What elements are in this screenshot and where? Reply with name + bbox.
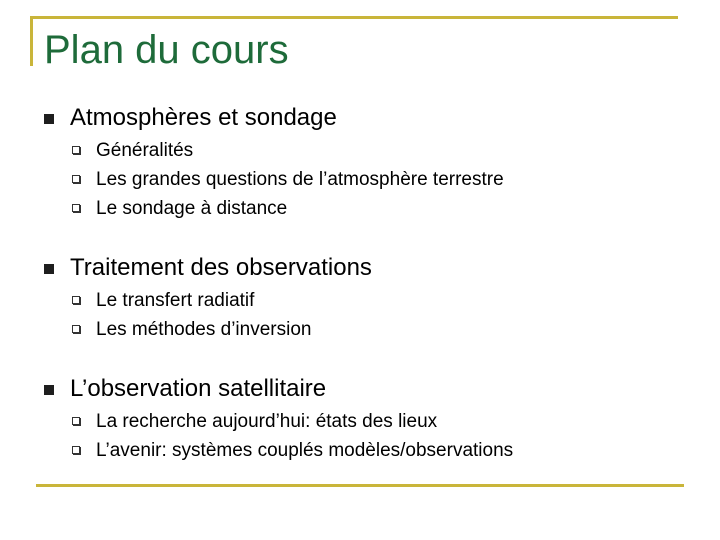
section-item xyxy=(44,315,684,344)
section-item-text: Les grandes questions de l’atmosphère terrestre xyxy=(96,169,504,190)
section-item-text: Le sondage à distance xyxy=(96,198,288,219)
section-item-text: Généralités xyxy=(96,140,194,161)
checkbox-bullet-icon xyxy=(72,296,80,304)
section-item xyxy=(44,165,684,194)
frame-left-rule xyxy=(30,16,33,66)
checkbox-bullet-icon xyxy=(72,146,80,154)
section-heading-text: Traitement des observations xyxy=(70,254,372,281)
checkbox-bullet-icon xyxy=(72,204,80,212)
section-heading xyxy=(44,250,684,286)
section-item xyxy=(44,407,684,436)
slide-title: Plan du cours xyxy=(44,28,289,72)
checkbox-bullet-icon xyxy=(72,175,80,183)
square-bullet-icon xyxy=(44,114,54,124)
section-item xyxy=(44,194,684,223)
checkbox-bullet-icon xyxy=(72,325,80,333)
section-heading-text: L’observation satellitaire xyxy=(70,375,327,402)
section-heading-text: Atmosphères et sondage xyxy=(70,104,337,131)
square-bullet-icon xyxy=(44,264,54,274)
frame-top-rule xyxy=(30,16,678,19)
course-outline xyxy=(44,100,684,465)
section-item-text: L’avenir: systèmes couplés modèles/observations xyxy=(96,440,514,461)
section-heading xyxy=(44,371,684,407)
section-item xyxy=(44,286,684,315)
section-heading xyxy=(44,100,684,136)
section-item-text: La recherche aujourd’hui: états des lieux xyxy=(96,411,438,432)
section-item xyxy=(44,436,684,465)
section-item-text: Le transfert radiatif xyxy=(96,290,255,311)
frame-bottom-rule xyxy=(36,484,684,487)
section-item-text: Les méthodes d’inversion xyxy=(96,319,312,340)
square-bullet-icon xyxy=(44,385,54,395)
checkbox-bullet-icon xyxy=(72,446,80,454)
section-item xyxy=(44,136,684,165)
checkbox-bullet-icon xyxy=(72,417,80,425)
